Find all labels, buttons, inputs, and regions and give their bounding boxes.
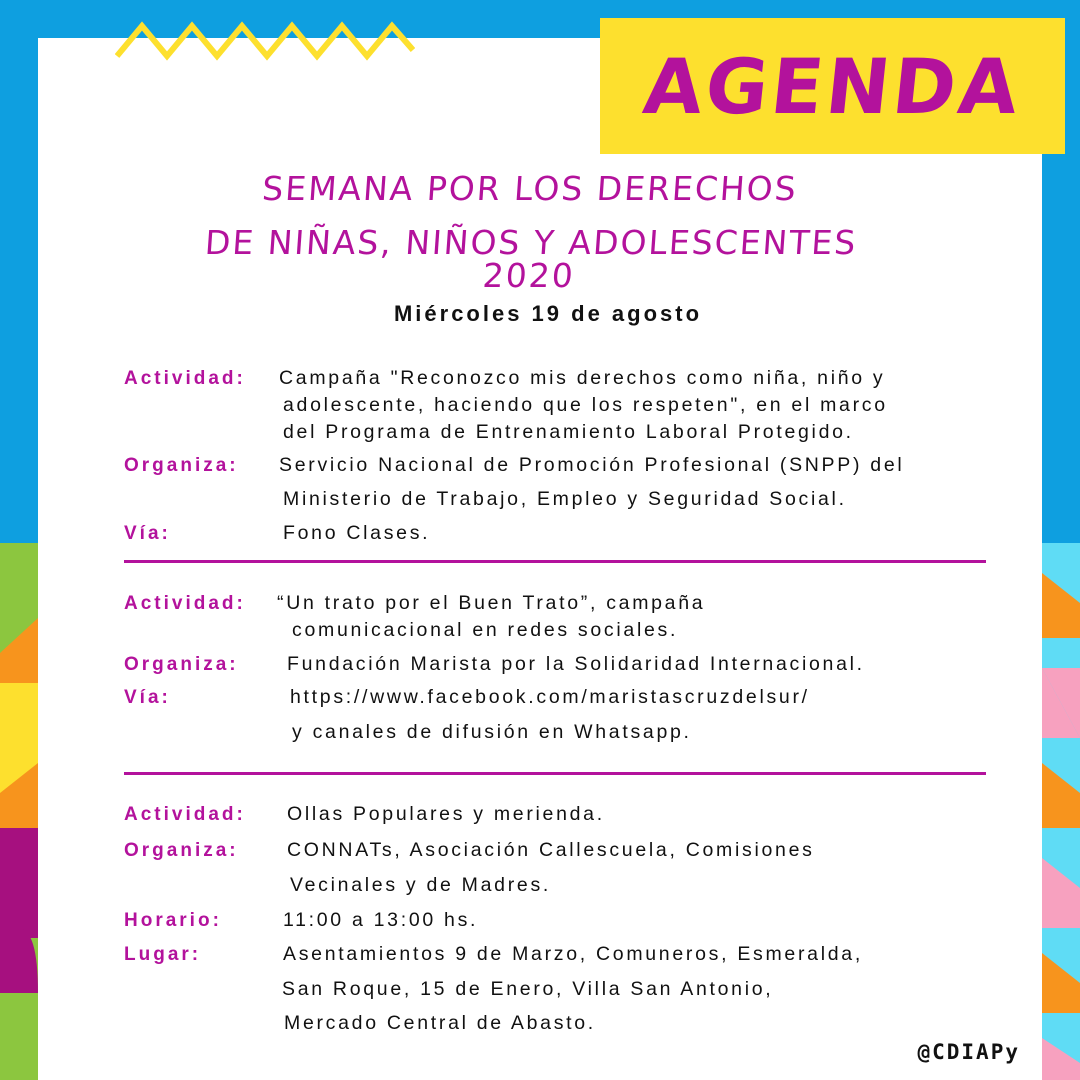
subtitle-line-2: DE NIÑAS, NIÑOS Y ADOLESCENTES 2020 <box>203 223 859 295</box>
event-2-via-label: Vía: <box>124 687 171 708</box>
event-2-via-line-2: y canales de difusión en Whatsapp. <box>292 721 692 743</box>
agenda-title: AGENDA <box>639 41 1026 131</box>
event-3-horario-line-1: 11:00 a 13:00 hs. <box>283 909 479 931</box>
agenda-header-box <box>600 18 1065 154</box>
event-3-lugar-label: Lugar: <box>124 944 202 965</box>
event-1-organiza-label: Organiza: <box>124 455 239 476</box>
event-3-organiza-line-1: CONNATs, Asociación Callescuela, Comisiones <box>287 839 815 861</box>
event-1-actividad-line-3: del Programa de Entrenamiento Laboral Protegido. <box>283 421 854 443</box>
event-3-horario-label: Horario: <box>124 910 222 931</box>
right-decorative-strip <box>1042 543 1080 1080</box>
event-divider-1 <box>124 560 986 563</box>
event-1-actividad-line-1: Campaña "Reconozco mis derechos como niña, niño y <box>279 367 886 389</box>
event-1-via-line-1: Fono Clases. <box>283 522 431 544</box>
event-2-actividad-label: Actividad: <box>124 593 246 614</box>
event-1-organiza-line-1: Servicio Nacional de Promoción Profesional (SNPP) del <box>279 454 905 476</box>
event-date: Miércoles 19 de agosto <box>393 301 703 326</box>
subtitle-line-1: SEMANA POR LOS DERECHOS <box>260 169 800 208</box>
event-2-actividad-line-1: “Un trato por el Buen Trato”, campaña <box>277 592 706 614</box>
event-3-organiza-line-2: Vecinales y de Madres. <box>290 874 552 896</box>
event-3-lugar-line-3: Mercado Central de Abasto. <box>284 1012 596 1034</box>
event-2-actividad-line-2: comunicacional en redes sociales. <box>292 619 679 641</box>
event-3-lugar-line-1: Asentamientos 9 de Marzo, Comuneros, Esmeralda, <box>283 943 863 965</box>
zigzag-decoration <box>115 18 415 62</box>
event-3-actividad-line-1: Ollas Populares y merienda. <box>287 803 605 825</box>
social-handle: @CDIAPy <box>917 1040 1020 1064</box>
event-2-organiza-line-1: Fundación Marista por la Solidaridad Internacional. <box>287 653 865 675</box>
event-3-lugar-line-2: San Roque, 15 de Enero, Villa San Antonio, <box>282 978 774 1000</box>
event-2-via-link[interactable]: https://www.facebook.com/maristascruzdelsur/ <box>290 686 810 708</box>
event-divider-2 <box>124 772 986 775</box>
event-1-actividad-line-2: adolescente, haciendo que los respeten", en el marco <box>283 394 888 416</box>
event-2-organiza-label: Organiza: <box>124 654 239 675</box>
event-3-actividad-label: Actividad: <box>124 804 246 825</box>
event-1-actividad-label: Actividad: <box>124 368 246 389</box>
event-1-organiza-line-2: Ministerio de Trabajo, Empleo y Seguridad Social. <box>283 488 847 510</box>
event-3-organiza-label: Organiza: <box>124 840 239 861</box>
event-1-via-label: Vía: <box>124 523 171 544</box>
left-decorative-strip <box>0 543 38 1080</box>
